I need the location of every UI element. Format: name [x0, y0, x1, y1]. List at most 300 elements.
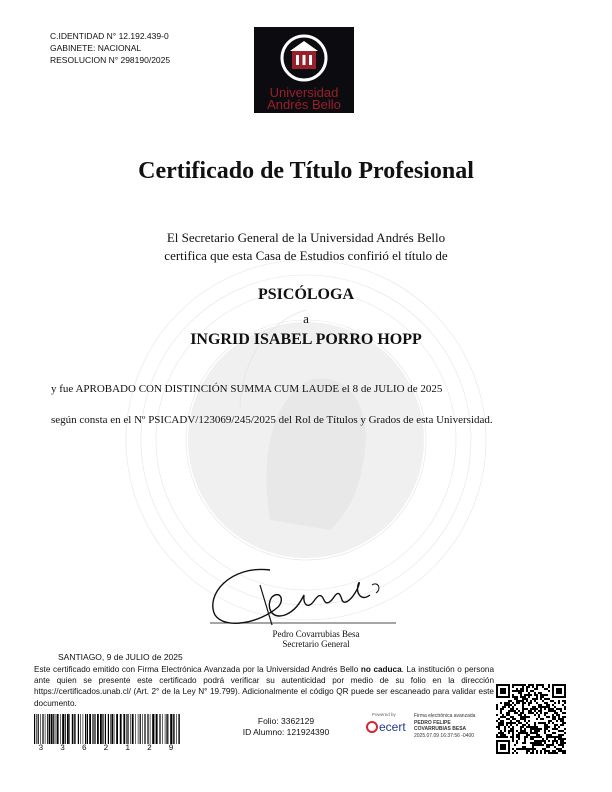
- barcode-bar: [56, 714, 57, 744]
- qr-module: [558, 726, 560, 728]
- qr-module: [512, 752, 514, 754]
- qr-module: [540, 744, 542, 746]
- qr-module: [564, 750, 566, 752]
- qr-module: [554, 702, 556, 704]
- qr-module: [532, 728, 534, 730]
- qr-module: [540, 694, 542, 696]
- qr-module: [550, 710, 552, 712]
- qr-module: [510, 708, 512, 710]
- qr-module: [552, 736, 554, 738]
- qr-module: [532, 706, 534, 708]
- qr-module: [558, 708, 560, 710]
- qr-module: [510, 724, 512, 726]
- signatory-role: Secretario General: [282, 639, 350, 649]
- qr-module: [524, 738, 526, 740]
- qr-module: [500, 734, 502, 736]
- qr-module: [512, 726, 514, 728]
- qr-module: [562, 730, 564, 732]
- qr-module: [512, 710, 514, 712]
- folio-number: Folio: 3362129: [257, 716, 315, 726]
- qr-module: [512, 740, 514, 742]
- qr-module: [546, 706, 548, 708]
- qr-module: [502, 706, 504, 708]
- barcode-digit: 2: [146, 744, 152, 753]
- qr-module: [498, 728, 500, 730]
- qr-module: [564, 738, 566, 740]
- barcode-bar: [47, 714, 48, 744]
- qr-module: [510, 736, 512, 738]
- qr-module: [512, 736, 514, 738]
- qr-module: [556, 742, 558, 744]
- qr-module: [496, 734, 498, 736]
- qr-module: [508, 726, 510, 728]
- qr-module: [538, 744, 540, 746]
- barcode: [34, 714, 180, 744]
- qr-module: [506, 736, 508, 738]
- qr-module: [512, 716, 514, 718]
- barcode-bar: [120, 714, 122, 744]
- qr-module: [524, 748, 526, 750]
- signatory-name: Pedro Covarrubias Besa: [272, 629, 360, 639]
- qr-module: [508, 722, 510, 724]
- qr-module: [554, 746, 556, 748]
- qr-module: [530, 702, 532, 704]
- qr-module: [496, 704, 498, 706]
- qr-module: [550, 752, 552, 754]
- barcode-bar: [135, 714, 136, 744]
- qr-module: [496, 736, 498, 738]
- qr-module: [520, 692, 522, 694]
- barcode-bar: [179, 714, 180, 744]
- qr-module: [564, 742, 566, 744]
- qr-module: [528, 710, 530, 712]
- qr-module: [552, 714, 554, 716]
- qr-module: [526, 732, 528, 734]
- qr-module: [544, 714, 546, 716]
- qr-module: [536, 726, 538, 728]
- qr-module: [512, 734, 514, 736]
- qr-module: [560, 742, 562, 744]
- qr-module: [524, 728, 526, 730]
- qr-module: [556, 736, 558, 738]
- qr-module: [530, 694, 532, 696]
- qr-module: [548, 710, 550, 712]
- qr-module: [564, 728, 566, 730]
- barcode-bar: [69, 714, 70, 744]
- qr-module: [536, 718, 538, 720]
- qr-module: [506, 722, 508, 724]
- qr-module: [496, 714, 498, 716]
- qr-module: [546, 738, 548, 740]
- barcode-bar: [123, 714, 125, 744]
- qr-module: [522, 696, 524, 698]
- qr-module: [560, 710, 562, 712]
- qr-module: [516, 736, 518, 738]
- approval-statement: y fue APROBADO CON DISTINCIÓN SUMMA CUM LAUDE el 8 de JULIO de 2025: [51, 383, 443, 395]
- qr-module: [524, 718, 526, 720]
- qr-module: [502, 722, 504, 724]
- qr-module: [554, 726, 556, 728]
- cabinet: GABINETE: NACIONAL: [50, 43, 142, 53]
- qr-module: [536, 734, 538, 736]
- qr-module: [530, 712, 532, 714]
- qr-module: [526, 700, 528, 702]
- barcode-bar: [156, 714, 158, 744]
- qr-module: [550, 734, 552, 736]
- qr-module: [542, 696, 544, 698]
- qr-module: [548, 726, 550, 728]
- qr-module: [540, 708, 542, 710]
- qr-module: [526, 688, 528, 690]
- qr-module: [548, 746, 550, 748]
- qr-module: [500, 708, 502, 710]
- qr-module: [536, 728, 538, 730]
- qr-module: [562, 704, 564, 706]
- qr-module: [548, 686, 550, 688]
- qr-module: [530, 684, 532, 686]
- qr-module: [546, 724, 548, 726]
- qr-module: [548, 716, 550, 718]
- qr-module: [522, 708, 524, 710]
- qr-module: [540, 750, 542, 752]
- qr-module: [562, 716, 564, 718]
- qr-module: [542, 740, 544, 742]
- qr-module: [518, 722, 520, 724]
- qr-module: [506, 704, 508, 706]
- qr-module: [536, 740, 538, 742]
- qr-module: [508, 730, 510, 732]
- qr-module: [540, 696, 542, 698]
- qr-module: [522, 746, 524, 748]
- qr-module: [536, 702, 538, 704]
- stamp-date: 2025.07.09 16:37:56 -0400: [414, 732, 475, 739]
- qr-module: [526, 734, 528, 736]
- qr-module: [516, 696, 518, 698]
- place-and-date: SANTIAGO, 9 de JULIO de 2025: [58, 652, 183, 662]
- qr-module: [502, 708, 504, 710]
- folio-block: [236, 716, 336, 738]
- qr-module: [558, 750, 560, 752]
- qr-module: [524, 716, 526, 718]
- qr-module: [524, 694, 526, 696]
- barcode-bar: [116, 714, 118, 744]
- stamp-title: Firma electrónica avanzada: [414, 713, 476, 719]
- barcode-bar: [80, 714, 81, 744]
- qr-module: [522, 724, 524, 726]
- qr-module: [508, 718, 510, 720]
- qr-module: [512, 684, 514, 686]
- qr-module: [562, 740, 564, 742]
- barcode-bar: [62, 714, 64, 744]
- qr-module: [530, 700, 532, 702]
- qr-module: [532, 742, 534, 744]
- barcode-bar: [174, 714, 175, 744]
- qr-module: [534, 732, 536, 734]
- qr-module: [542, 686, 544, 688]
- qr-module: [528, 702, 530, 704]
- qr-module: [540, 706, 542, 708]
- qr-module: [554, 732, 556, 734]
- qr-module: [540, 698, 542, 700]
- qr-module: [556, 752, 558, 754]
- qr-module: [526, 736, 528, 738]
- qr-module: [520, 714, 522, 716]
- qr-module: [512, 728, 514, 730]
- qr-module: [558, 748, 560, 750]
- qr-module: [564, 700, 566, 702]
- qr-module: [514, 718, 516, 720]
- qr-module: [560, 750, 562, 752]
- qr-module: [548, 740, 550, 742]
- qr-module: [556, 728, 558, 730]
- qr-module: [500, 712, 502, 714]
- barcode-digit: 3: [38, 744, 44, 753]
- qr-code[interactable]: [496, 684, 566, 754]
- qr-module: [548, 736, 550, 738]
- barcode-bar: [126, 714, 127, 744]
- barcode-bar: [147, 714, 148, 744]
- qr-module: [544, 724, 546, 726]
- qr-module: [498, 732, 500, 734]
- barcode-bar: [83, 714, 84, 744]
- qr-module: [548, 690, 550, 692]
- qr-module: [526, 750, 528, 752]
- barcode-bar: [49, 714, 50, 744]
- qr-module: [560, 748, 562, 750]
- qr-module: [534, 742, 536, 744]
- barcode-bar: [128, 714, 129, 744]
- qr-module: [496, 708, 498, 710]
- qr-module: [518, 720, 520, 722]
- qr-module: [536, 744, 538, 746]
- qr-finder: [556, 688, 562, 694]
- qr-module: [544, 740, 546, 742]
- qr-module: [510, 710, 512, 712]
- qr-module: [534, 710, 536, 712]
- qr-module: [522, 742, 524, 744]
- stamp-name-1: PEDRO FELIPE: [414, 719, 451, 726]
- qr-module: [530, 708, 532, 710]
- qr-module: [526, 748, 528, 750]
- qr-module: [556, 714, 558, 716]
- qr-module: [550, 736, 552, 738]
- qr-module: [546, 736, 548, 738]
- qr-module: [528, 748, 530, 750]
- qr-module: [532, 708, 534, 710]
- qr-module: [564, 708, 566, 710]
- qr-module: [556, 724, 558, 726]
- qr-module: [536, 688, 538, 690]
- qr-module: [524, 732, 526, 734]
- qr-module: [540, 736, 542, 738]
- qr-module: [518, 684, 520, 686]
- qr-module: [518, 714, 520, 716]
- qr-module: [514, 690, 516, 692]
- qr-module: [524, 696, 526, 698]
- qr-module: [510, 730, 512, 732]
- qr-module: [516, 734, 518, 736]
- qr-module: [546, 694, 548, 696]
- qr-module: [512, 718, 514, 720]
- qr-module: [544, 702, 546, 704]
- barcode-bar: [130, 714, 131, 744]
- qr-module: [520, 712, 522, 714]
- qr-module: [540, 704, 542, 706]
- qr-module: [558, 738, 560, 740]
- qr-module: [552, 750, 554, 752]
- qr-module: [504, 706, 506, 708]
- qr-module: [506, 724, 508, 726]
- qr-module: [562, 722, 564, 724]
- qr-module: [536, 752, 538, 754]
- qr-module: [542, 684, 544, 686]
- qr-module: [556, 712, 558, 714]
- qr-module: [544, 712, 546, 714]
- qr-module: [552, 710, 554, 712]
- barcode-bar: [159, 714, 160, 744]
- qr-module: [524, 702, 526, 704]
- qr-module: [560, 718, 562, 720]
- qr-module: [554, 712, 556, 714]
- qr-module: [512, 690, 514, 692]
- qr-module: [522, 700, 524, 702]
- qr-module: [516, 698, 518, 700]
- qr-module: [518, 700, 520, 702]
- qr-module: [516, 720, 518, 722]
- qr-module: [496, 706, 498, 708]
- qr-module: [532, 746, 534, 748]
- qr-module: [540, 742, 542, 744]
- qr-module: [538, 704, 540, 706]
- barcode-bar: [105, 714, 106, 744]
- qr-module: [540, 710, 542, 712]
- qr-module: [542, 694, 544, 696]
- qr-module: [544, 698, 546, 700]
- qr-module: [516, 702, 518, 704]
- qr-module: [498, 718, 500, 720]
- qr-module: [552, 732, 554, 734]
- qr-module: [502, 734, 504, 736]
- qr-module: [548, 706, 550, 708]
- qr-module: [524, 720, 526, 722]
- barcode-bar: [53, 714, 54, 744]
- qr-module: [526, 694, 528, 696]
- qr-module: [564, 702, 566, 704]
- qr-module: [514, 750, 516, 752]
- qr-module: [562, 746, 564, 748]
- qr-module: [540, 752, 542, 754]
- record-statement: según consta en el Nº PSICADV/123069/245/2025 del Rol de Títulos y Grados de esta Universidad.: [51, 414, 493, 426]
- qr-module: [528, 734, 530, 736]
- qr-module: [546, 698, 548, 700]
- qr-module: [548, 684, 550, 686]
- barcode-bar: [132, 714, 134, 744]
- qr-module: [510, 728, 512, 730]
- ecert-emblem-icon: [366, 721, 378, 733]
- qr-module: [532, 686, 534, 688]
- qr-module: [512, 708, 514, 710]
- qr-module: [504, 726, 506, 728]
- qr-module: [562, 720, 564, 722]
- barcode-bar: [162, 714, 163, 744]
- qr-module: [562, 734, 564, 736]
- qr-module: [512, 732, 514, 734]
- qr-module: [508, 712, 510, 714]
- qr-module: [540, 722, 542, 724]
- qr-module: [500, 732, 502, 734]
- qr-module: [560, 724, 562, 726]
- qr-module: [564, 706, 566, 708]
- qr-module: [522, 726, 524, 728]
- qr-module: [514, 696, 516, 698]
- qr-module: [512, 694, 514, 696]
- qr-module: [500, 720, 502, 722]
- qr-module: [560, 730, 562, 732]
- qr-module: [528, 716, 530, 718]
- qr-module: [546, 702, 548, 704]
- qr-module: [532, 726, 534, 728]
- qr-module: [528, 750, 530, 752]
- qr-module: [526, 698, 528, 700]
- barcode-bar: [150, 714, 151, 744]
- qr-module: [562, 718, 564, 720]
- qr-module: [538, 714, 540, 716]
- qr-module: [508, 702, 510, 704]
- qr-module: [514, 704, 516, 706]
- legal-notice: [34, 664, 494, 709]
- qr-module: [518, 710, 520, 712]
- id-number: C.IDENTIDAD N° 12.192.439-0: [50, 31, 169, 41]
- barcode-bar: [95, 714, 96, 744]
- qr-module: [552, 752, 554, 754]
- barcode-bar: [92, 714, 93, 744]
- qr-module: [562, 752, 564, 754]
- qr-module: [538, 684, 540, 686]
- qr-finder: [500, 688, 506, 694]
- qr-module: [542, 744, 544, 746]
- qr-module: [558, 716, 560, 718]
- qr-module: [528, 724, 530, 726]
- qr-module: [562, 700, 564, 702]
- barcode-bar: [72, 714, 73, 744]
- qr-module: [520, 700, 522, 702]
- header-info: [50, 30, 170, 66]
- qr-module: [542, 722, 544, 724]
- logo-text-line1: Universidad: [269, 85, 339, 100]
- qr-module: [518, 702, 520, 704]
- qr-module: [502, 736, 504, 738]
- qr-module: [506, 718, 508, 720]
- qr-module: [534, 722, 536, 724]
- qr-module: [536, 712, 538, 714]
- qr-module: [530, 710, 532, 712]
- barcode-bar: [178, 714, 179, 744]
- barcode-bar: [173, 714, 174, 744]
- qr-module: [538, 736, 540, 738]
- qr-module: [546, 750, 548, 752]
- qr-module: [516, 742, 518, 744]
- qr-module: [554, 718, 556, 720]
- qr-module: [546, 688, 548, 690]
- qr-module: [544, 722, 546, 724]
- qr-module: [526, 716, 528, 718]
- qr-module: [538, 734, 540, 736]
- qr-module: [540, 712, 542, 714]
- qr-module: [546, 716, 548, 718]
- qr-module: [528, 686, 530, 688]
- qr-module: [516, 724, 518, 726]
- qr-module: [522, 730, 524, 732]
